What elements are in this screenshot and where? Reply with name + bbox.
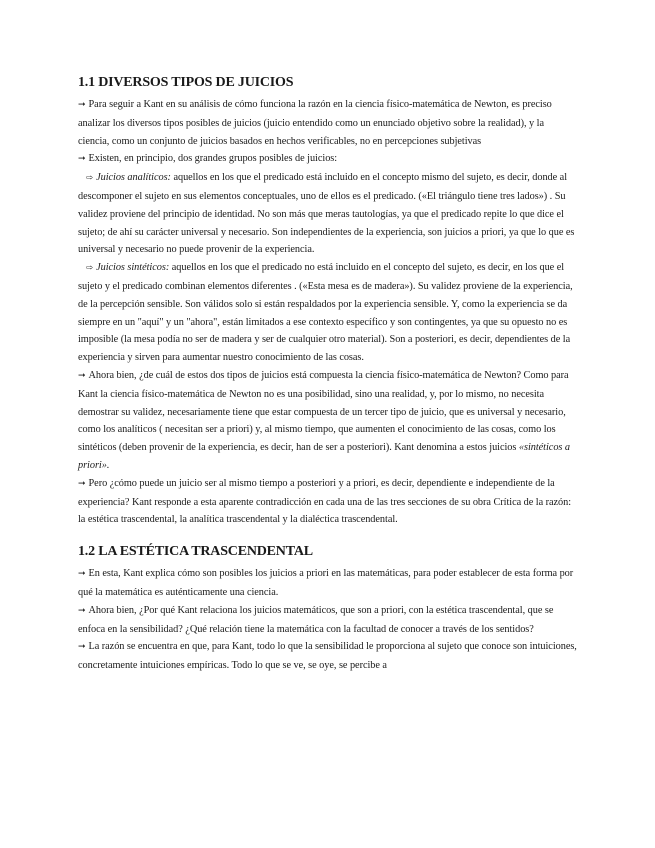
arrow-icon: ➞ [78,605,86,616]
section-heading-2: 1.2 LA ESTÉTICA TRASCENDENTAL [78,544,313,560]
right-arrow-outline-icon: ⇨ [86,173,94,184]
paragraph: ➞ Ahora bien, ¿Por qué Kant relaciona los juicios matemáticos, que son a priori, con la estética trascendental, que se enfoca en la sensibilidad? ¿Qué relación tiene la matemática con la facultad de conocer a través de los sentidos? [78,604,554,635]
paragraph: ➞ Pero ¿cómo puede un juicio ser al mismo tiempo a posteriori y a priori, es decir, dependiente e independiente de la experiencia? Kant responde a esta aparente contradicción en cada una de las tres secciones de su obra Crítica de la razón: la estética trascendental, la analítica trascendental y la dialéctica trascendental. [78,477,572,526]
paragraph: ➞ Existen, en principio, dos grandes grupos posibles de juicios: [78,153,338,165]
section-heading-1: 1.1 DIVERSOS TIPOS DE JUICIOS [78,75,294,90]
paragraph: ➞ En esta, Kant explica cómo son posibles los juicios a priori en las matemáticas, para poder establecer de esta forma por qué la matemática es auténticamente una ciencia. [78,568,574,598]
paragraph-sinteticos: ⇨ Juicios sintéticos: aquellos en los que el predicado no está incluido en el concepto del sujeto, es decir, en los que el sujeto y el predicado combinan elementos diferentes . («Esta mesa es de madera»). Su validez proviene de la experiencia, de la percepción sensible. Son válidos solo si están respaldados por la experiencia sensible. Y, como la experiencia se da siempre en un "aquí" y un "ahora", están limitados a ese contexto específico y son contingentes, ya que su opuesto no es imposible (la mesa podía no ser de madera y ser de cualquier otro material). Son a posteriori, es decir, dependientes de la experiencia y sirven para aumentar nuestro conocimiento de las cosas. [78,262,573,364]
arrow-icon: ➞ [78,642,86,653]
paragraph: ➞ Ahora bien, ¿de cuál de estos dos tipos de juicios está compuesta la ciencia físico-matemática de Newton? Como para Kant la ciencia físico-matemática de Newton no es una posibilidad, sino una realidad, y, por lo mismo, no necesita demostrar su validez, necesariamente tiene que estar compuesta de un tercer tipo de juicio, que es universal y necesario, como los analíticos ( necesitan ser a priori) y, al mismo tiempo, que aumenten el conocimiento de las cosas, como los sintéticos (deben provenir de la experiencia, es decir, han de ser a posteriori). Kant denomina a estos juicios «sintéticos a priori». [78,369,571,471]
term-analiticos: Juicios analíticos: [96,172,171,184]
paragraph-analiticos: ⇨ Juicios analíticos: aquellos en los que el predicado está incluido en el concepto mismo del sujeto, es decir, donde al descomponer el sujeto en sus elementos conceptuales, uno de ellos es el predicado. («El triángulo tiene tres lados») . Su validez proviene del principio de identidad. No son más que meras tautologías, ya que el predicado repite lo que dice el sujeto; de ahí su carácter universal y necesario. Son independientes de la experiencia, son juicios a priori, ya que lo que es universal y necesario no puede provenir de la experiencia. [78,172,575,256]
paragraph: ➞ La razón se encuentra en que, para Kant, todo lo que la sensibilidad le proporciona al sujeto que conoce son intuiciones, concretamente intuiciones empíricas. Todo lo que se ve, se oye, se percibe a [78,641,577,672]
arrow-icon: ➞ [78,100,86,110]
paragraph: ➞ Para seguir a Kant en su análisis de cómo funciona la razón en la ciencia físico-matemática de Newton, es preciso analizar los diversos tipos posibles de juicios (juicio entendido como un enunciado objetivo sobre la realidad), y la ciencia, como un conjunto de juicios basados en hechos verificables, no en percepciones subjetivas [78,99,552,147]
arrow-icon: ➞ [78,569,86,580]
arrow-icon: ➞ [78,478,86,489]
term-sinteticos: Juicios sintéticos: [96,262,170,274]
right-arrow-outline-icon: ⇨ [86,263,94,274]
term-sinteticos-a-priori: «sintéticos a priori». [78,442,571,471]
arrow-icon: ➞ [78,370,86,381]
arrow-icon: ➞ [78,154,86,165]
